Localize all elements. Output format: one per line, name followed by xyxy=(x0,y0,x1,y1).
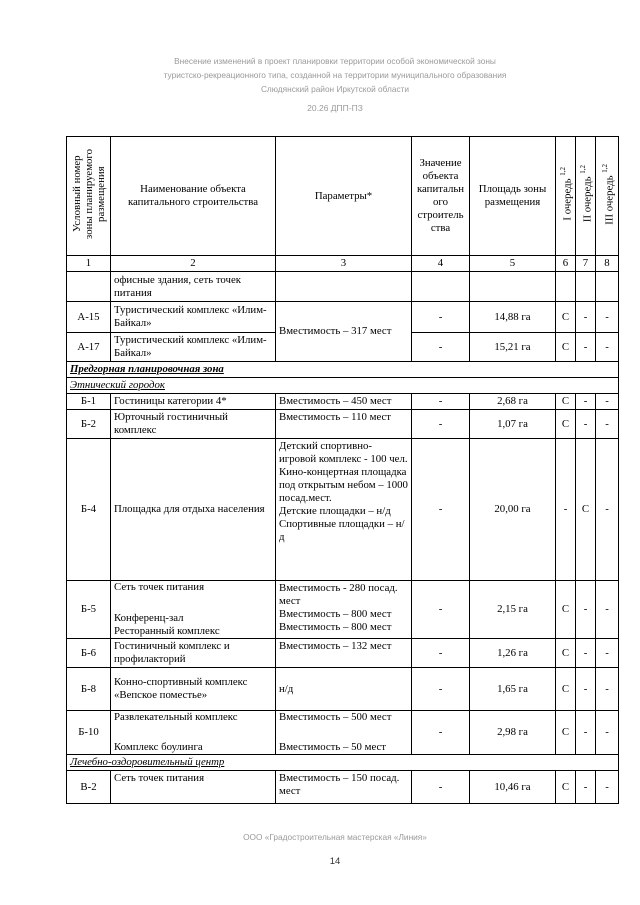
queue-2: - xyxy=(576,711,596,755)
zones-table xyxy=(66,136,619,804)
queue-1: С xyxy=(556,394,576,410)
object-value: - xyxy=(412,668,470,711)
page-number: 14 xyxy=(329,856,341,867)
zone-number: Б-2 xyxy=(67,410,111,439)
queue-1: С xyxy=(556,668,576,711)
col-num: 8 xyxy=(596,256,619,272)
object-value: - xyxy=(412,439,470,581)
zone-heading-row xyxy=(67,362,619,378)
table-row xyxy=(67,771,619,804)
header-value: Значение объекта капитальн ого строитель ства xyxy=(412,137,470,256)
name-line: Комплекс боулинга xyxy=(114,741,203,753)
object-params: Вместимость – 150 посад. мест xyxy=(276,771,412,804)
zone-number: Б-10 xyxy=(67,711,111,755)
subzone-heading: Этнический городок xyxy=(67,378,619,394)
zone-area: 1,07 га xyxy=(470,410,556,439)
object-name: Конно-спортивный комплекс «Вепское поместье» xyxy=(111,668,276,711)
object-value: - xyxy=(412,394,470,410)
table-row xyxy=(67,302,619,333)
header-zone-no: Условный номер зоны планируемого размещения xyxy=(67,137,111,256)
queue-1: С xyxy=(556,581,576,639)
object-params xyxy=(276,711,412,755)
name-line: Ресторанный комплекс xyxy=(114,625,220,637)
zone-area: 15,21 га xyxy=(470,333,556,362)
col-num: 3 xyxy=(276,256,412,272)
queue-1: С xyxy=(556,771,576,804)
zone-number: Б-6 xyxy=(67,639,111,668)
col-num: 6 xyxy=(556,256,576,272)
header-object-name: Наименование объекта капитального строительства xyxy=(111,137,276,256)
header-line-1: Внесение изменений в проект планировки территории особой экономической зоны xyxy=(174,56,496,66)
header-params: Параметры* xyxy=(276,137,412,256)
header-area: Площадь зоны размещения xyxy=(470,137,556,256)
zone-heading: Предгорная планировочная зона xyxy=(67,362,619,378)
object-name: офисные здания, сеть точек питания xyxy=(111,272,276,302)
zone-area: 1,26 га xyxy=(470,639,556,668)
subzone-heading-row xyxy=(67,755,619,771)
zone-area: 1,65 га xyxy=(470,668,556,711)
zone-area: 14,88 га xyxy=(470,302,556,333)
object-params: н/д xyxy=(276,668,412,711)
header-line-3: Слюдянский район Иркутской области xyxy=(260,84,410,94)
object-params: Вместимость – 450 мест xyxy=(276,394,412,410)
table-row xyxy=(67,668,619,711)
document-code: 20.26 ДПП-ПЗ xyxy=(307,103,363,113)
object-params xyxy=(276,439,412,581)
zone-number: Б-8 xyxy=(67,668,111,711)
table-row xyxy=(67,581,619,639)
queue-3: - xyxy=(596,394,619,410)
param-line: Вместимость – 800 мест xyxy=(279,621,392,633)
object-name: Юрточный гостиничный комплекс xyxy=(111,410,276,439)
table-row xyxy=(67,272,619,302)
table-row xyxy=(67,639,619,668)
col-num: 5 xyxy=(470,256,556,272)
zone-area: 2,68 га xyxy=(470,394,556,410)
object-params: Вместимость – 132 мест xyxy=(276,639,412,668)
queue-3: - xyxy=(596,711,619,755)
column-number-row xyxy=(67,256,619,272)
queue-3: - xyxy=(596,668,619,711)
object-params xyxy=(276,581,412,639)
param-line: Вместимость – 800 мест xyxy=(279,608,392,620)
table-row xyxy=(67,410,619,439)
zone-number: А-17 xyxy=(67,333,111,362)
queue-2: - xyxy=(576,410,596,439)
queue-3: - xyxy=(596,410,619,439)
object-name: Туристический комплекс «Илим-Байкал» xyxy=(111,302,276,333)
name-line: Развлекательный комплекс xyxy=(114,711,238,723)
queue-2: - xyxy=(576,639,596,668)
param-line: Вместимость – 500 мест xyxy=(279,711,392,723)
col-num: 7 xyxy=(576,256,596,272)
object-value: - xyxy=(412,302,470,333)
subzone-heading-row xyxy=(67,378,619,394)
object-name: Гостиничный комплекс и профилакторий xyxy=(111,639,276,668)
queue-1: С xyxy=(556,639,576,668)
param-line: Спортивные площадки – н/д xyxy=(279,518,405,543)
zone-area: 10,46 га xyxy=(470,771,556,804)
queue-3: - xyxy=(596,302,619,333)
zone-number: Б-4 xyxy=(67,439,111,581)
param-line: Вместимость – 50 мест xyxy=(279,741,387,753)
col-num: 4 xyxy=(412,256,470,272)
zone-area: 2,98 га xyxy=(470,711,556,755)
zone-number: В-2 xyxy=(67,771,111,804)
queue-3: - xyxy=(596,771,619,804)
queue-2: - xyxy=(576,668,596,711)
queue-2: С xyxy=(576,439,596,581)
queue-3: - xyxy=(596,639,619,668)
object-name: Гостиницы категории 4* xyxy=(111,394,276,410)
col-num: 1 xyxy=(67,256,111,272)
object-name: Сеть точек питания xyxy=(111,771,276,804)
queue-1: С xyxy=(556,302,576,333)
header-queue-3: III очередь $^{1,2}$ xyxy=(596,137,619,256)
object-name xyxy=(111,581,276,639)
zone-number: А-15 xyxy=(67,302,111,333)
object-value: - xyxy=(412,333,470,362)
zone-area: 2,15 га xyxy=(470,581,556,639)
table-row xyxy=(67,711,619,755)
queue-1: С xyxy=(556,410,576,439)
queue-1: - xyxy=(556,439,576,581)
object-value: - xyxy=(412,639,470,668)
name-line: Сеть точек питания xyxy=(114,581,205,593)
param-line: Детские площадки – н/д xyxy=(279,505,391,517)
object-value: - xyxy=(412,410,470,439)
queue-2: - xyxy=(576,394,596,410)
subzone-heading: Лечебно-оздоровительный центр xyxy=(67,755,619,771)
object-value: - xyxy=(412,711,470,755)
param-line: Детский спортивно-игровой комплекс - 100 чел. xyxy=(279,440,408,465)
object-name: Площадка для отдыха населения xyxy=(111,439,276,581)
name-line: Конференц-зал xyxy=(114,612,184,624)
queue-1: С xyxy=(556,711,576,755)
param-line: Вместимость - 280 посад. мест xyxy=(279,582,398,607)
object-value: - xyxy=(412,771,470,804)
queue-2: - xyxy=(576,302,596,333)
zone-number: Б-5 xyxy=(67,581,111,639)
object-params: Вместимость – 317 мест xyxy=(276,302,412,362)
object-name xyxy=(111,711,276,755)
object-params: Вместимость – 110 мест xyxy=(276,410,412,439)
footer-company: ООО «Градостроительная мастерская «Линия» xyxy=(243,832,427,842)
header-line-2: туристско-рекреационного типа, созданной на территории муниципального образования xyxy=(163,70,507,80)
header-queue-1: I очередь $^{1,2}$ xyxy=(556,137,576,256)
table-row xyxy=(67,439,619,581)
table-row xyxy=(67,394,619,410)
queue-2: - xyxy=(576,333,596,362)
col-num: 2 xyxy=(111,256,276,272)
queue-3: - xyxy=(596,439,619,581)
queue-2: - xyxy=(576,771,596,804)
object-value: - xyxy=(412,581,470,639)
queue-3: - xyxy=(596,333,619,362)
zone-area: 20,00 га xyxy=(470,439,556,581)
queue-2: - xyxy=(576,581,596,639)
header-queue-2: II очередь $^{1,2}$ xyxy=(576,137,596,256)
queue-3: - xyxy=(596,581,619,639)
object-name: Туристический комплекс «Илим-Байкал» xyxy=(111,333,276,362)
table-header-row xyxy=(67,137,619,256)
zone-number: Б-1 xyxy=(67,394,111,410)
param-line: Кино-концертная площадка под открытым небом – 1000 посад.мест. xyxy=(279,466,408,504)
queue-1: С xyxy=(556,333,576,362)
